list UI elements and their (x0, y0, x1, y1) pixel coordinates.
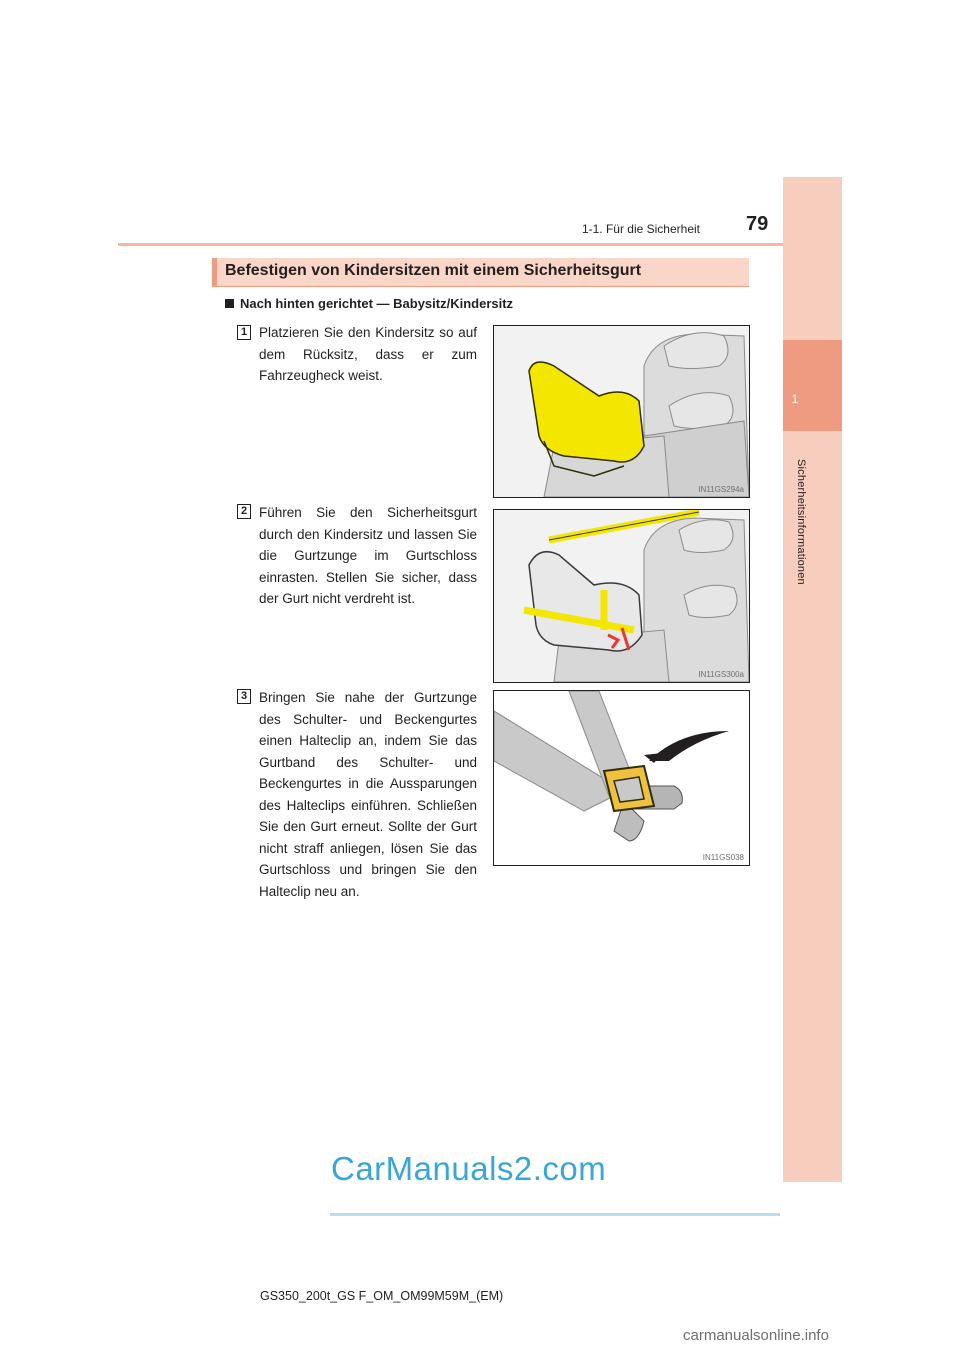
square-bullet-icon (225, 299, 234, 308)
footer-code: GS350_200t_GS F_OM_OM99M59M_(EM) (260, 1289, 504, 1303)
step-3-badge: 3 (237, 689, 251, 704)
step-1-badge: 1 (237, 325, 251, 340)
chapter-sidebar (783, 177, 842, 1182)
figure-child-seat-placement (493, 325, 750, 498)
figure-1-id: IN11GS294a (698, 485, 744, 494)
watermark-footer: carmanualsonline.info (683, 1327, 829, 1344)
step-1-text: Platzieren Sie den Kindersitz so auf dem Rücksitz, dass er zum Fahrzeugheck weist. (259, 325, 477, 383)
header-rule (118, 243, 783, 246)
subheading (225, 296, 513, 311)
section-header (212, 258, 749, 286)
chapter-title: Sicherheitsinformationen (795, 459, 807, 585)
page-number: 79 (746, 213, 769, 235)
step-3-text: Bringen Sie nahe der Gurtzunge des Schulter- und Beckengurtes einen Halteclip an, indem Sie das Gurtband des Schulter- und Beckengurtes in die Aussparungen des Halteclips einführen. Schließen Sie den Gurt erneut. Sollte der Gurt nicht straff anliegen, lösen Sie das Gurtschloss und bringen Sie den Halteclip neu an. (259, 690, 477, 899)
figure-belt-routing (493, 509, 750, 683)
step-2-badge: 2 (237, 504, 251, 519)
section-title: Befestigen von Kindersitzen mit einem Sicherheitsgurt (225, 262, 642, 279)
seat-placement-illustration (494, 326, 749, 497)
step-2-text: Führen Sie den Sicherheitsgurt durch den Kindersitz und lassen Sie die Gurtzunge im Gurtschloss einrasten. Stellen Sie sicher, dass der Gurt nicht verdreht ist. (259, 505, 477, 606)
figure-3-id: IN11GS038 (702, 853, 744, 862)
belt-routing-illustration (494, 510, 749, 682)
locking-clip-illustration (494, 691, 749, 865)
subheading-text: Nach hinten gerichtet — Babysitz/Kindersitz (240, 296, 514, 311)
figure-locking-clip (493, 690, 750, 866)
watermark-bar (330, 1213, 780, 1216)
figure-2-id: IN11GS300a (698, 670, 744, 679)
chapter-tab (783, 340, 842, 431)
chapter-number: 1 (791, 392, 799, 406)
watermark-logo: CarManuals2.com (331, 1150, 607, 1187)
header-section-title: 1-1. Für die Sicherheit (581, 222, 700, 236)
